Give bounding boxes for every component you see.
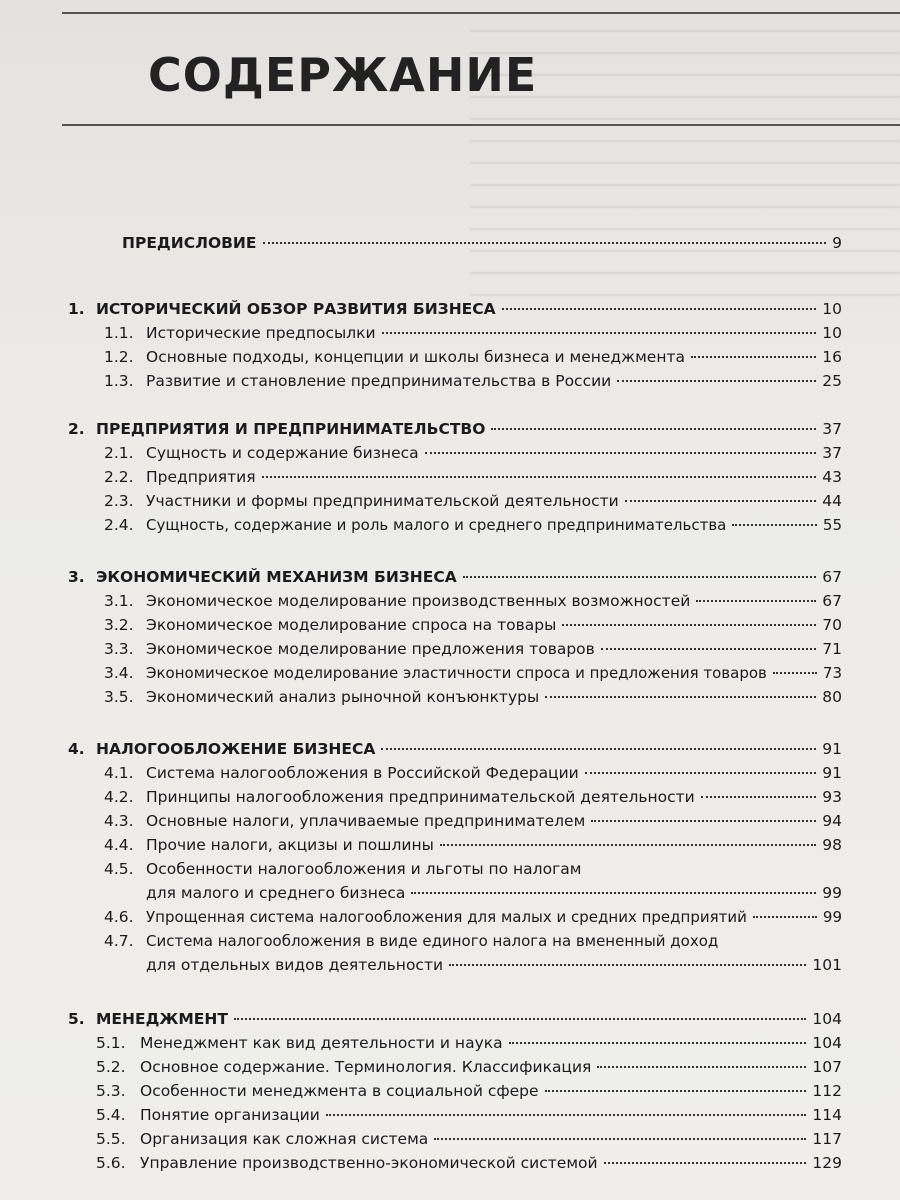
dot-leader bbox=[597, 1066, 806, 1068]
section-number: 4.5. bbox=[104, 860, 134, 878]
dot-leader bbox=[625, 500, 817, 502]
dot-leader bbox=[411, 892, 816, 894]
toc-page-number: 10 bbox=[822, 300, 842, 318]
toc-entry-title: Исторические предпосылки bbox=[146, 324, 376, 342]
toc-entry-title: Основные подходы, концепции и школы бизнеса и менеджмента bbox=[146, 348, 685, 366]
dot-leader bbox=[591, 820, 816, 822]
section-number: 4.6. bbox=[104, 908, 134, 926]
toc-page-number: 80 bbox=[822, 688, 842, 706]
toc-entry-section bbox=[146, 954, 842, 976]
toc-entry-section bbox=[146, 834, 842, 856]
toc-entry-section bbox=[140, 1080, 842, 1102]
toc-entry-section bbox=[146, 490, 842, 512]
chapter-number: 4. bbox=[68, 740, 85, 758]
toc-page-number: 114 bbox=[812, 1106, 842, 1124]
dot-leader bbox=[604, 1162, 807, 1164]
toc-page-number: 104 bbox=[812, 1010, 842, 1028]
toc-page-number: 55 bbox=[822, 516, 842, 534]
toc-entry-preface bbox=[122, 232, 842, 254]
chapter-number: 1. bbox=[68, 300, 85, 318]
toc-entry-title: Особенности менеджмента в социальной сфере bbox=[140, 1082, 539, 1100]
dot-leader bbox=[262, 476, 817, 478]
toc-entry-section bbox=[140, 1152, 842, 1174]
toc-entry-title: Принципы налогообложения предпринимательской деятельности bbox=[146, 788, 695, 806]
page-heading: СОДЕРЖАНИЕ bbox=[148, 48, 538, 102]
toc-entry-chapter bbox=[96, 298, 842, 320]
dot-leader bbox=[449, 964, 806, 966]
toc-entry-title: МЕНЕДЖМЕНТ bbox=[96, 1010, 228, 1028]
toc-page-number: 44 bbox=[822, 492, 842, 510]
toc-entry-section bbox=[146, 662, 842, 684]
toc-entry-section bbox=[146, 810, 842, 832]
toc-entry-title: Понятие организации bbox=[140, 1106, 320, 1124]
toc-entry-section bbox=[146, 614, 842, 636]
section-number: 3.3. bbox=[104, 640, 134, 658]
toc-page-number: 9 bbox=[832, 234, 842, 252]
toc-entry-title-continued: для малого и среднего бизнеса bbox=[146, 884, 406, 902]
toc-page-number: 70 bbox=[822, 616, 842, 634]
dot-leader bbox=[234, 1018, 806, 1020]
toc-entry-title: Основное содержание. Терминология. Классификация bbox=[140, 1058, 592, 1076]
section-number: 4.3. bbox=[104, 812, 134, 830]
toc-entry-title: Особенности налогообложения и льготы по налогам bbox=[146, 860, 582, 878]
section-number: 5.1. bbox=[96, 1034, 126, 1052]
toc-entry-section bbox=[140, 1104, 842, 1126]
dot-leader bbox=[545, 1090, 807, 1092]
dot-leader bbox=[601, 648, 816, 650]
toc-entry-title: НАЛОГООБЛОЖЕНИЕ БИЗНЕСА bbox=[96, 740, 376, 758]
dot-leader bbox=[509, 1042, 807, 1044]
toc-entry-section bbox=[146, 322, 842, 344]
toc-entry-title: Сущность и содержание бизнеса bbox=[146, 444, 419, 462]
chapter-number: 2. bbox=[68, 420, 85, 438]
toc-entry-section-title-line1 bbox=[146, 930, 842, 952]
dot-leader bbox=[491, 428, 816, 430]
toc-entry-section bbox=[146, 786, 842, 808]
dot-leader bbox=[753, 916, 817, 918]
toc-entry-title: Участники и формы предпринимательской деятельности bbox=[146, 492, 619, 510]
toc-page-number: 117 bbox=[812, 1130, 842, 1148]
toc-entry-title: Упрощенная система налогообложения для малых и средних предприятий bbox=[146, 908, 747, 926]
dot-leader bbox=[434, 1138, 806, 1140]
toc-entry-title: Экономическое моделирование предложения товаров bbox=[146, 640, 595, 658]
toc-entry-section bbox=[146, 686, 842, 708]
section-number: 2.1. bbox=[104, 444, 134, 462]
toc-entry-title: Развитие и становление предпринимательства в России bbox=[146, 372, 612, 390]
toc-page-number: 25 bbox=[822, 372, 842, 390]
toc-entry-section bbox=[146, 638, 842, 660]
toc-page-number: 37 bbox=[822, 420, 842, 438]
toc-page-number: 112 bbox=[812, 1082, 842, 1100]
dot-leader bbox=[732, 524, 817, 526]
section-number: 4.1. bbox=[104, 764, 134, 782]
toc-entry-title: Организация как сложная система bbox=[140, 1130, 429, 1148]
toc-entry-title: Сущность, содержание и роль малого и среднего предпринимательства bbox=[146, 516, 727, 534]
toc-entry-title: Управление производственно-экономической системой bbox=[140, 1154, 598, 1172]
toc-entry-section bbox=[146, 590, 842, 612]
section-number: 4.2. bbox=[104, 788, 134, 806]
dot-leader bbox=[326, 1114, 807, 1116]
section-number: 5.4. bbox=[96, 1106, 126, 1124]
toc-entry-section bbox=[140, 1056, 842, 1078]
section-number: 1.1. bbox=[104, 324, 134, 342]
toc-page-number: 104 bbox=[812, 1034, 842, 1052]
dot-leader bbox=[382, 332, 817, 334]
dot-leader bbox=[773, 672, 817, 674]
toc-entry-section bbox=[140, 1128, 842, 1150]
section-number: 4.7. bbox=[104, 932, 134, 950]
section-number: 5.3. bbox=[96, 1082, 126, 1100]
section-number: 5.5. bbox=[96, 1130, 126, 1148]
toc-entry-title: ПРЕДИСЛОВИЕ bbox=[122, 234, 257, 252]
toc-page-number: 71 bbox=[822, 640, 842, 658]
section-number: 1.2. bbox=[104, 348, 134, 366]
section-number: 3.1. bbox=[104, 592, 134, 610]
section-number: 2.4. bbox=[104, 516, 134, 534]
toc-entry-section bbox=[140, 1032, 842, 1054]
toc-entry-title: Предприятия bbox=[146, 468, 256, 486]
toc-entry-title: Экономическое моделирование эластичности спроса и предложения товаров bbox=[146, 664, 767, 682]
section-number: 3.2. bbox=[104, 616, 134, 634]
chapter-number: 5. bbox=[68, 1010, 85, 1028]
toc-page-number: 129 bbox=[812, 1154, 842, 1172]
dot-leader bbox=[381, 748, 816, 750]
toc-entry-section bbox=[146, 466, 842, 488]
dot-leader bbox=[691, 356, 816, 358]
dot-leader bbox=[545, 696, 816, 698]
toc-entry-title-continued: для отдельных видов деятельности bbox=[146, 956, 444, 974]
toc-entry-title: Система налогообложения в виде единого налога на вмененный доход bbox=[146, 932, 719, 950]
toc-entry-title: Экономическое моделирование спроса на товары bbox=[146, 616, 557, 634]
section-number: 5.6. bbox=[96, 1154, 126, 1172]
dot-leader bbox=[617, 380, 816, 382]
section-number: 5.2. bbox=[96, 1058, 126, 1076]
toc-entry-title: Система налогообложения в Российской Федерации bbox=[146, 764, 579, 782]
toc-entry-title: ИСТОРИЧЕСКИЙ ОБЗОР РАЗВИТИЯ БИЗНЕСА bbox=[96, 300, 496, 318]
section-number: 3.4. bbox=[104, 664, 134, 682]
dot-leader bbox=[463, 576, 817, 578]
toc-page-number: 98 bbox=[822, 836, 842, 854]
toc-entry-title: Экономический анализ рыночной конъюнктуры bbox=[146, 688, 540, 706]
toc-page-number: 91 bbox=[822, 740, 842, 758]
dot-leader bbox=[502, 308, 817, 310]
toc-entry-section bbox=[146, 514, 842, 536]
dot-leader bbox=[562, 624, 816, 626]
toc-page-number: 107 bbox=[812, 1058, 842, 1076]
dot-leader bbox=[696, 600, 816, 602]
toc-page-number: 37 bbox=[822, 444, 842, 462]
section-number: 2.2. bbox=[104, 468, 134, 486]
chapter-number: 3. bbox=[68, 568, 85, 586]
toc-page-number: 94 bbox=[822, 812, 842, 830]
section-number: 4.4. bbox=[104, 836, 134, 854]
dot-leader bbox=[585, 772, 817, 774]
toc-entry-title: Основные налоги, уплачиваемые предпринимателем bbox=[146, 812, 586, 830]
dot-leader bbox=[425, 452, 817, 454]
toc-entry-section bbox=[146, 370, 842, 392]
toc-entry-chapter bbox=[96, 738, 842, 760]
toc-entry-chapter bbox=[96, 418, 842, 440]
toc-entry-section bbox=[146, 442, 842, 464]
toc-page-number: 101 bbox=[812, 956, 842, 974]
toc-page-number: 99 bbox=[822, 908, 842, 926]
toc-entry-section bbox=[146, 906, 842, 928]
toc-entry-title: ЭКОНОМИЧЕСКИЙ МЕХАНИЗМ БИЗНЕСА bbox=[96, 568, 457, 586]
toc-page-number: 67 bbox=[822, 592, 842, 610]
toc-entry-title: Экономическое моделирование производственных возможностей bbox=[146, 592, 691, 610]
section-number: 3.5. bbox=[104, 688, 134, 706]
toc-page-number: 91 bbox=[822, 764, 842, 782]
toc-entry-chapter bbox=[96, 1008, 842, 1030]
toc-entry-title: Менеджмент как вид деятельности и наука bbox=[140, 1034, 503, 1052]
toc-page-number: 10 bbox=[822, 324, 842, 342]
toc-entry-title: Прочие налоги, акцизы и пошлины bbox=[146, 836, 434, 854]
toc-page-number: 43 bbox=[822, 468, 842, 486]
toc-page-number: 93 bbox=[822, 788, 842, 806]
section-number: 2.3. bbox=[104, 492, 134, 510]
toc-page-number: 99 bbox=[822, 884, 842, 902]
dot-leader bbox=[440, 844, 816, 846]
toc-entry-title: ПРЕДПРИЯТИЯ И ПРЕДПРИНИМАТЕЛЬСТВО bbox=[96, 420, 486, 438]
toc-entry-section bbox=[146, 346, 842, 368]
dot-leader bbox=[263, 242, 827, 244]
toc-page-number: 16 bbox=[822, 348, 842, 366]
section-number: 1.3. bbox=[104, 372, 134, 390]
toc-entry-section-title-line1 bbox=[146, 858, 842, 880]
toc-entry-section bbox=[146, 882, 842, 904]
toc-entry-chapter bbox=[96, 566, 842, 588]
toc-entry-section bbox=[146, 762, 842, 784]
toc-page-number: 73 bbox=[822, 664, 842, 682]
dot-leader bbox=[701, 796, 817, 798]
toc-page-number: 67 bbox=[822, 568, 842, 586]
